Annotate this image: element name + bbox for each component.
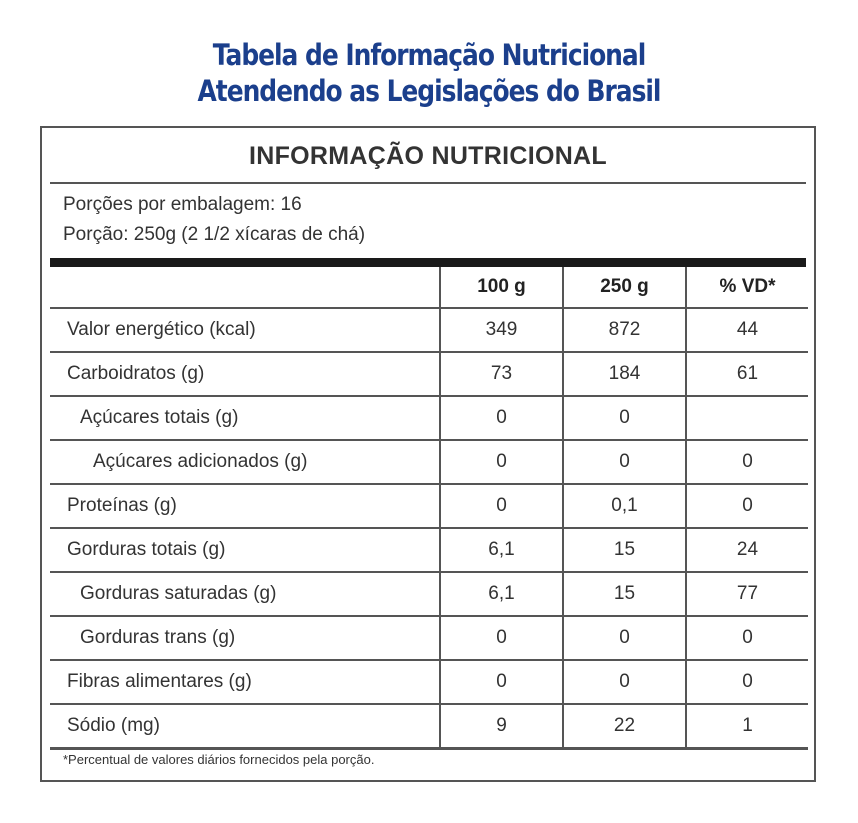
header-per-100g: 100 g — [440, 267, 563, 308]
table-row — [50, 440, 808, 484]
value-per-250g: 0 — [563, 440, 686, 484]
value-per-100g: 73 — [440, 352, 563, 396]
value-per-250g: 0 — [563, 616, 686, 660]
value-per-250g: 15 — [563, 572, 686, 616]
header-daily-value: % VD* — [686, 267, 808, 308]
nutrient-name: Sódio (mg) — [50, 704, 440, 749]
servings-per-package: Porções por embalagem: 16 — [63, 194, 302, 215]
nutrient-name: Valor energético (kcal) — [50, 308, 440, 352]
value-daily-value — [686, 396, 808, 440]
value-daily-value: 0 — [686, 616, 808, 660]
table-header-row — [50, 267, 808, 308]
table-row — [50, 396, 808, 440]
value-daily-value: 44 — [686, 308, 808, 352]
value-daily-value: 0 — [686, 660, 808, 704]
footnote: *Percentual de valores diários fornecidos pela porção. — [63, 752, 375, 767]
value-per-100g: 0 — [440, 484, 563, 528]
value-per-250g: 184 — [563, 352, 686, 396]
value-per-100g: 0 — [440, 440, 563, 484]
value-daily-value: 61 — [686, 352, 808, 396]
value-per-250g: 0,1 — [563, 484, 686, 528]
value-daily-value: 0 — [686, 484, 808, 528]
document-heading-line-2: Atendendo as Legislações do Brasil — [197, 74, 661, 108]
title-divider — [50, 182, 806, 184]
nutrition-table — [50, 267, 808, 750]
value-per-100g: 0 — [440, 660, 563, 704]
nutrient-name: Gorduras saturadas (g) — [50, 572, 440, 616]
value-per-100g: 6,1 — [440, 528, 563, 572]
table-row — [50, 616, 808, 660]
table-row — [50, 572, 808, 616]
value-daily-value: 1 — [686, 704, 808, 749]
value-per-100g: 0 — [440, 396, 563, 440]
value-per-100g: 349 — [440, 308, 563, 352]
nutrition-facts-panel — [40, 126, 816, 782]
thick-divider — [50, 258, 806, 267]
value-per-250g: 0 — [563, 396, 686, 440]
header-nutrient — [50, 267, 440, 308]
table-row — [50, 484, 808, 528]
nutrient-name: Fibras alimentares (g) — [50, 660, 440, 704]
table-row — [50, 528, 808, 572]
value-daily-value: 0 — [686, 440, 808, 484]
value-per-100g: 6,1 — [440, 572, 563, 616]
header-per-250g: 250 g — [563, 267, 686, 308]
value-per-250g: 872 — [563, 308, 686, 352]
panel-title: INFORMAÇÃO NUTRICIONAL — [249, 142, 607, 170]
nutrient-name: Proteínas (g) — [50, 484, 440, 528]
value-per-250g: 22 — [563, 704, 686, 749]
table-row — [50, 704, 808, 749]
nutrient-name: Carboidratos (g) — [50, 352, 440, 396]
value-per-100g: 9 — [440, 704, 563, 749]
document-heading-line-1: Tabela de Informação Nutricional — [212, 38, 646, 72]
serving-size: Porção: 250g (2 1/2 xícaras de chá) — [63, 224, 366, 245]
nutrient-name: Açúcares totais (g) — [50, 396, 440, 440]
value-per-250g: 15 — [563, 528, 686, 572]
table-row — [50, 660, 808, 704]
value-per-100g: 0 — [440, 616, 563, 660]
value-daily-value: 24 — [686, 528, 808, 572]
value-per-250g: 0 — [563, 660, 686, 704]
table-row — [50, 352, 808, 396]
table-row — [50, 308, 808, 352]
nutrient-name: Açúcares adicionados (g) — [50, 440, 440, 484]
nutrient-name: Gorduras trans (g) — [50, 616, 440, 660]
value-daily-value: 77 — [686, 572, 808, 616]
nutrient-name: Gorduras totais (g) — [50, 528, 440, 572]
